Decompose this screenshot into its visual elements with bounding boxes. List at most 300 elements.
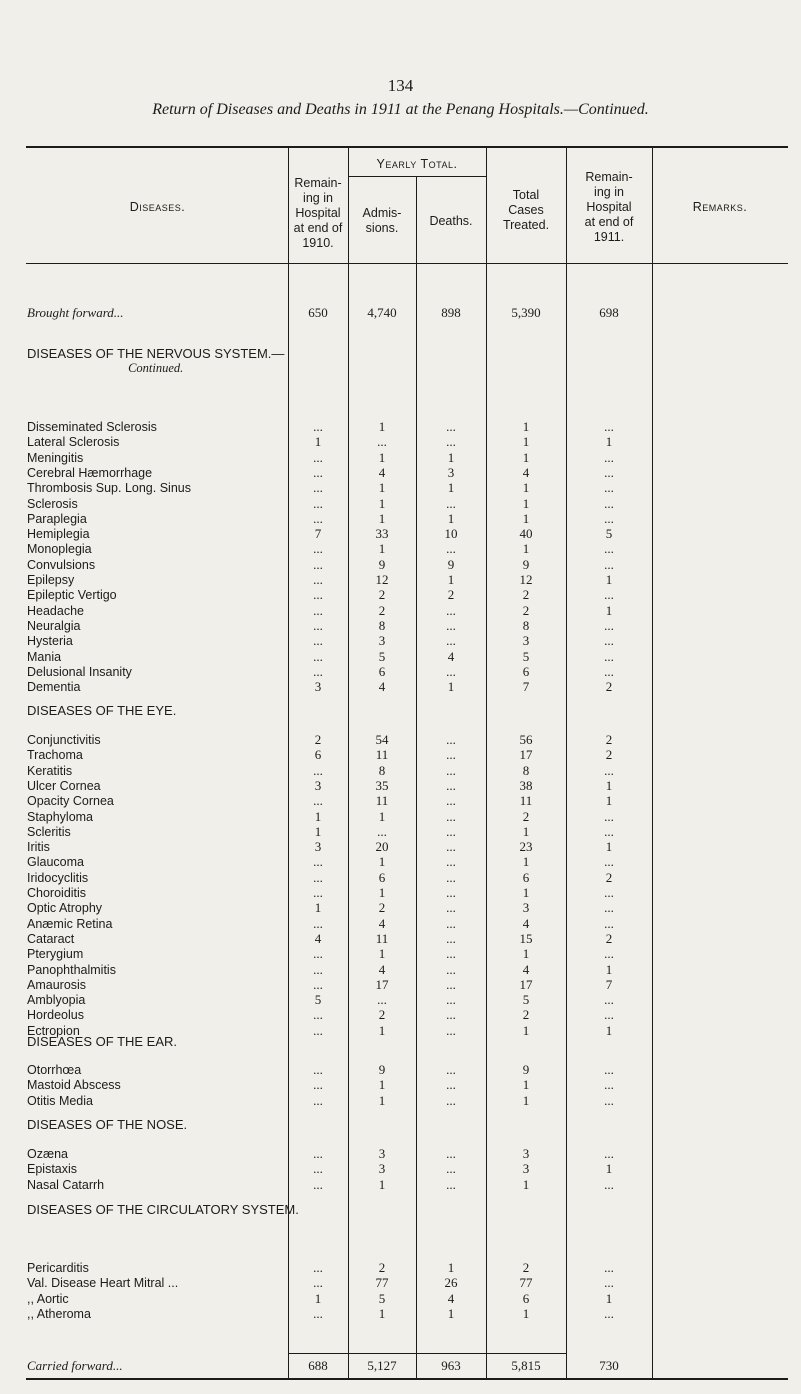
cell-value: ... xyxy=(604,824,614,839)
table-row xyxy=(0,588,801,602)
cell-value: ... xyxy=(446,931,456,946)
cell-value: ... xyxy=(446,1023,456,1038)
cell-value: ... xyxy=(446,793,456,808)
cell-value: 1 xyxy=(605,793,613,808)
table-row xyxy=(0,665,801,679)
cell-value: ... xyxy=(313,854,323,869)
table-row xyxy=(0,932,801,946)
cell-value: ... xyxy=(446,618,456,633)
cell-value: 1 xyxy=(378,885,386,900)
table-row xyxy=(0,527,801,541)
section-title: DISEASES OF THE EYE. xyxy=(27,703,177,718)
cell-value: ... xyxy=(377,824,387,839)
table-row xyxy=(0,306,801,320)
cell-value: 4 xyxy=(447,1291,455,1306)
cell-value: 1 xyxy=(314,900,322,915)
cell-value: 9 xyxy=(522,557,530,572)
cell-value: 6 xyxy=(522,870,530,885)
cell-value: ... xyxy=(604,450,614,465)
cell-value: 1 xyxy=(605,1161,613,1176)
table-row xyxy=(0,978,801,992)
cell-value: 1 xyxy=(605,1291,613,1306)
cell-value: 1 xyxy=(605,962,613,977)
table-row xyxy=(0,794,801,808)
cell-value: 2 xyxy=(314,732,322,747)
cell-value: 20 xyxy=(375,839,389,854)
table-row xyxy=(0,604,801,618)
disease-name: ,, Atheroma xyxy=(27,1307,91,1321)
cell-value: 17 xyxy=(519,977,533,992)
section-title: DISEASES OF THE NOSE. xyxy=(27,1117,188,1132)
cell-value: 3 xyxy=(522,633,530,648)
table-row xyxy=(0,1276,801,1290)
cell-value: 9 xyxy=(447,557,455,572)
disease-name: Sclerosis xyxy=(27,497,78,511)
cell-value: 54 xyxy=(375,732,389,747)
cell-value: ... xyxy=(446,1177,456,1192)
cell-value: 4 xyxy=(522,465,530,480)
disease-name: Epistaxis xyxy=(27,1162,78,1176)
cell-value: 1 xyxy=(378,496,386,511)
cell-value: 1 xyxy=(378,511,386,526)
cell-value: 4 xyxy=(378,916,386,931)
cell-value: 898 xyxy=(441,305,461,320)
cell-value: ... xyxy=(313,1093,323,1108)
cell-value: 3 xyxy=(378,1161,386,1176)
cell-value: ... xyxy=(446,962,456,977)
table-row xyxy=(0,466,801,480)
cell-value: 15 xyxy=(519,931,533,946)
cell-value: ... xyxy=(313,603,323,618)
cell-value: ... xyxy=(446,900,456,915)
disease-name: Amaurosis xyxy=(27,978,87,992)
table-row xyxy=(0,1261,801,1275)
cell-value: ... xyxy=(446,839,456,854)
disease-name: Optic Atrophy xyxy=(27,901,103,915)
disease-name: Ulcer Cornea xyxy=(27,779,101,793)
cell-value: ... xyxy=(446,1093,456,1108)
cell-value: 2 xyxy=(378,1007,386,1022)
cell-value: ... xyxy=(446,763,456,778)
cell-value: ... xyxy=(604,809,614,824)
cell-value: 5,390 xyxy=(511,305,541,320)
cell-value: 1 xyxy=(314,1291,322,1306)
section-title: DISEASES OF THE NERVOUS SYSTEM.— xyxy=(27,346,285,361)
cell-value: 2 xyxy=(378,1260,386,1275)
cell-value: 1 xyxy=(522,1023,530,1038)
cell-value: 40 xyxy=(519,526,533,541)
table-row xyxy=(0,619,801,633)
cell-value: 2 xyxy=(522,1260,530,1275)
cell-value: ... xyxy=(313,450,323,465)
table-row xyxy=(0,1359,801,1373)
cell-value: ... xyxy=(604,618,614,633)
cell-value: ... xyxy=(446,885,456,900)
cell-value: 26 xyxy=(444,1275,458,1290)
cell-value: ... xyxy=(313,587,323,602)
cell-value: 1 xyxy=(522,854,530,869)
cell-value: 2 xyxy=(378,603,386,618)
cell-value: 1 xyxy=(605,603,613,618)
disease-name: Iridocyclitis xyxy=(27,871,89,885)
cell-value: 4 xyxy=(522,916,530,931)
cell-value: 1 xyxy=(447,480,455,495)
table-row xyxy=(0,1178,801,1192)
disease-name: Cataract xyxy=(27,932,75,946)
disease-name: Glaucoma xyxy=(27,855,84,869)
table-row xyxy=(0,1307,801,1321)
cell-value: 6 xyxy=(314,747,322,762)
cell-value: ... xyxy=(604,465,614,480)
cell-value: 38 xyxy=(519,778,533,793)
disease-name: Dementia xyxy=(27,680,81,694)
cell-value: ... xyxy=(446,992,456,1007)
cell-value: 5 xyxy=(378,1291,386,1306)
cell-value: ... xyxy=(313,1260,323,1275)
cell-value: ... xyxy=(604,496,614,511)
header-total-cases: Total Cases Treated. xyxy=(502,188,550,232)
cell-value: ... xyxy=(446,1007,456,1022)
cell-value: ... xyxy=(313,480,323,495)
table-row xyxy=(0,650,801,664)
cell-value: ... xyxy=(313,1306,323,1321)
table-row xyxy=(0,481,801,495)
cell-value: ... xyxy=(313,1062,323,1077)
disease-name: Nasal Catarrh xyxy=(27,1178,105,1192)
cell-value: 1 xyxy=(605,778,613,793)
cell-value: 1 xyxy=(522,541,530,556)
cell-value: ... xyxy=(446,603,456,618)
cell-value: ... xyxy=(313,1177,323,1192)
section-subtitle: Continued. xyxy=(128,361,184,375)
cell-value: 3 xyxy=(314,679,322,694)
cell-value: 10 xyxy=(444,526,458,541)
disease-name: Iritis xyxy=(27,840,50,854)
cell-value: ... xyxy=(313,1275,323,1290)
cell-value: ... xyxy=(313,633,323,648)
col-divider-1 xyxy=(288,148,289,1378)
disease-name: Disseminated Sclerosis xyxy=(27,420,157,434)
yearly-sub-rule xyxy=(348,176,486,177)
cell-value: 12 xyxy=(519,572,533,587)
table-row xyxy=(0,947,801,961)
section-heading xyxy=(27,1202,299,1217)
disease-name: Meningitis xyxy=(27,451,84,465)
disease-name: Neuralgia xyxy=(27,619,81,633)
header-diseases: Diseases. xyxy=(129,200,186,214)
cell-value: ... xyxy=(604,992,614,1007)
disease-name: Thrombosis Sup. Long. Sinus xyxy=(27,481,191,495)
cell-value: ... xyxy=(446,732,456,747)
table-row xyxy=(0,451,801,465)
cell-value: ... xyxy=(604,946,614,961)
cell-value: ... xyxy=(313,1161,323,1176)
disease-name: Headache xyxy=(27,604,84,618)
section-title: DISEASES OF THE CIRCULATORY SYSTEM. xyxy=(27,1202,299,1217)
disease-name: Paraplegia xyxy=(27,512,87,526)
cell-value: 1 xyxy=(522,511,530,526)
cell-value: 17 xyxy=(375,977,389,992)
cell-value: ... xyxy=(313,977,323,992)
disease-name: Mania xyxy=(27,650,62,664)
table-row xyxy=(0,634,801,648)
cell-value: ... xyxy=(604,1007,614,1022)
col-divider-4 xyxy=(486,148,487,1378)
cell-value: ... xyxy=(313,870,323,885)
cell-value: 2 xyxy=(378,587,386,602)
cell-value: 5 xyxy=(522,992,530,1007)
cell-value: 1 xyxy=(378,419,386,434)
cell-value: 1 xyxy=(447,511,455,526)
cell-value: ... xyxy=(313,1007,323,1022)
disease-name: Monoplegia xyxy=(27,542,92,556)
table-row xyxy=(0,680,801,694)
cell-value: ... xyxy=(604,557,614,572)
disease-name: Pterygium xyxy=(27,947,84,961)
cell-value: 11 xyxy=(375,931,389,946)
cell-value: 963 xyxy=(441,1358,461,1373)
cell-value: ... xyxy=(446,854,456,869)
table-row xyxy=(0,733,801,747)
cell-value: ... xyxy=(604,649,614,664)
section-heading xyxy=(27,703,176,718)
cell-value: ... xyxy=(313,557,323,572)
cell-value: 1 xyxy=(447,450,455,465)
disease-name: Keratitis xyxy=(27,764,73,778)
disease-name: Hemiplegia xyxy=(27,527,90,541)
bottom-rule-main xyxy=(26,1378,788,1380)
top-rule xyxy=(26,146,788,148)
disease-name: Ectropion xyxy=(27,1024,80,1038)
cell-value: ... xyxy=(377,434,387,449)
disease-name: Lateral Sclerosis xyxy=(27,435,120,449)
cell-value: 1 xyxy=(605,1023,613,1038)
cell-value: 4 xyxy=(522,962,530,977)
table-row xyxy=(0,420,801,434)
disease-name: Trachoma xyxy=(27,748,83,762)
cell-value: 11 xyxy=(519,793,533,808)
cell-value: ... xyxy=(446,1146,456,1161)
cell-value: ... xyxy=(604,854,614,869)
cell-value: ... xyxy=(446,664,456,679)
cell-value: ... xyxy=(313,496,323,511)
col-divider-6 xyxy=(652,148,653,1378)
cell-value: ... xyxy=(446,977,456,992)
cell-value: 3 xyxy=(522,900,530,915)
table-row xyxy=(0,748,801,762)
cell-value: 6 xyxy=(522,1291,530,1306)
cell-value: 8 xyxy=(522,618,530,633)
cell-value: 2 xyxy=(605,747,613,762)
disease-name: Opacity Cornea xyxy=(27,794,114,808)
header-remarks: Remarks. xyxy=(692,200,748,214)
table-row xyxy=(0,558,801,572)
table-row xyxy=(0,512,801,526)
cell-value: 2 xyxy=(378,900,386,915)
cell-value: ... xyxy=(313,649,323,664)
cell-value: ... xyxy=(604,587,614,602)
header-deaths: Deaths. xyxy=(429,214,473,228)
table-row xyxy=(0,764,801,778)
cell-value: ... xyxy=(313,618,323,633)
cell-value: ... xyxy=(446,633,456,648)
disease-name: Pericarditis xyxy=(27,1261,89,1275)
disease-name: Conjunctivitis xyxy=(27,733,101,747)
cell-value: ... xyxy=(604,1146,614,1161)
table-row xyxy=(0,871,801,885)
table-row xyxy=(0,435,801,449)
cell-value: 1 xyxy=(605,434,613,449)
cell-value: 1 xyxy=(522,824,530,839)
table-row xyxy=(0,1094,801,1108)
cell-value: 8 xyxy=(522,763,530,778)
cell-value: ... xyxy=(604,541,614,556)
table-row xyxy=(0,901,801,915)
cell-value: ... xyxy=(313,419,323,434)
cell-value: 8 xyxy=(378,618,386,633)
section-heading xyxy=(27,1034,177,1049)
header-yearly-total: Yearly Total. xyxy=(376,157,458,171)
cell-value: 1 xyxy=(522,1306,530,1321)
table-row xyxy=(0,1147,801,1161)
table-row xyxy=(0,840,801,854)
cell-value: 6 xyxy=(378,664,386,679)
cell-value: ... xyxy=(313,1023,323,1038)
cell-value: ... xyxy=(604,1177,614,1192)
cell-value: ... xyxy=(446,916,456,931)
cell-value: ... xyxy=(446,946,456,961)
cell-value: 5,127 xyxy=(367,1358,397,1373)
disease-name: Hordeolus xyxy=(27,1008,84,1022)
disease-name: Hysteria xyxy=(27,634,73,648)
cell-value: 2 xyxy=(447,587,455,602)
cell-value: ... xyxy=(313,511,323,526)
cell-value: 1 xyxy=(378,541,386,556)
cell-value: ... xyxy=(313,465,323,480)
table-row xyxy=(0,1063,801,1077)
cell-value: 1 xyxy=(314,809,322,824)
table-row xyxy=(0,825,801,839)
disease-name: Convulsions xyxy=(27,558,96,572)
cell-value: 5,815 xyxy=(511,1358,541,1373)
cell-value: 77 xyxy=(375,1275,389,1290)
cell-value: 3 xyxy=(314,839,322,854)
cell-value: ... xyxy=(313,946,323,961)
cell-value: 2 xyxy=(522,603,530,618)
header-remaining-1911: Remain- ing in Hospital at end of 1911. xyxy=(584,170,634,244)
table-row xyxy=(0,886,801,900)
cell-value: 650 xyxy=(308,305,328,320)
cell-value: 1 xyxy=(378,1023,386,1038)
disease-name: Carried forward... xyxy=(27,1359,123,1373)
cell-value: 1 xyxy=(447,1260,455,1275)
cell-value: 1 xyxy=(378,809,386,824)
cell-value: 77 xyxy=(519,1275,533,1290)
cell-value: 1 xyxy=(522,946,530,961)
cell-value: 1 xyxy=(522,450,530,465)
disease-name: Scleritis xyxy=(27,825,71,839)
cell-value: ... xyxy=(446,778,456,793)
cell-value: 1 xyxy=(378,1093,386,1108)
disease-name: Ozæna xyxy=(27,1147,68,1161)
cell-value: ... xyxy=(446,496,456,511)
cell-value: ... xyxy=(604,1275,614,1290)
cell-value: 56 xyxy=(519,732,533,747)
cell-value: ... xyxy=(604,511,614,526)
cell-value: 1 xyxy=(605,839,613,854)
cell-value: 1 xyxy=(522,1077,530,1092)
cell-value: 3 xyxy=(447,465,455,480)
cell-value: 1 xyxy=(522,1093,530,1108)
cell-value: ... xyxy=(604,1093,614,1108)
cell-value: 5 xyxy=(605,526,613,541)
cell-value: ... xyxy=(313,572,323,587)
cell-value: 12 xyxy=(375,572,389,587)
cell-value: 6 xyxy=(378,870,386,885)
cell-value: 1 xyxy=(522,885,530,900)
cell-value: 3 xyxy=(378,633,386,648)
cell-value: 1 xyxy=(522,434,530,449)
cell-value: 33 xyxy=(375,526,389,541)
section-heading xyxy=(27,1117,187,1132)
cell-value: ... xyxy=(446,1161,456,1176)
cell-value: 1 xyxy=(378,1177,386,1192)
table-row xyxy=(0,573,801,587)
disease-name: Brought forward... xyxy=(27,306,124,320)
disease-name: Otitis Media xyxy=(27,1094,93,1108)
cell-value: ... xyxy=(604,1077,614,1092)
cell-value: ... xyxy=(446,1077,456,1092)
table-row xyxy=(0,963,801,977)
col-divider-2 xyxy=(348,148,349,1378)
section-title: DISEASES OF THE EAR. xyxy=(27,1034,178,1049)
cell-value: 3 xyxy=(522,1146,530,1161)
cell-value: ... xyxy=(377,992,387,1007)
cell-value: 1 xyxy=(378,1077,386,1092)
cell-value: 1 xyxy=(378,450,386,465)
cell-value: 1 xyxy=(447,572,455,587)
table-row xyxy=(0,1292,801,1306)
cell-value: 2 xyxy=(522,809,530,824)
disease-name: Anæmic Retina xyxy=(27,917,113,931)
disease-name: Epilepsy xyxy=(27,573,75,587)
cell-value: 4,740 xyxy=(367,305,397,320)
cell-value: 1 xyxy=(522,419,530,434)
cell-value: ... xyxy=(604,900,614,915)
cell-value: 688 xyxy=(308,1358,328,1373)
disease-name: Mastoid Abscess xyxy=(27,1078,121,1092)
cell-value: 1 xyxy=(378,946,386,961)
cell-value: 1 xyxy=(378,854,386,869)
cell-value: 23 xyxy=(519,839,533,854)
table-row xyxy=(0,542,801,556)
cell-value: 7 xyxy=(314,526,322,541)
disease-name: Staphyloma xyxy=(27,810,94,824)
cell-value: 7 xyxy=(605,977,613,992)
header-rule xyxy=(26,263,788,264)
cell-value: 3 xyxy=(378,1146,386,1161)
cell-value: 2 xyxy=(605,870,613,885)
cell-value: ... xyxy=(313,885,323,900)
col-divider-5 xyxy=(566,148,567,1378)
cell-value: 730 xyxy=(599,1358,619,1373)
cell-value: ... xyxy=(446,809,456,824)
cell-value: ... xyxy=(604,664,614,679)
cell-value: 17 xyxy=(519,747,533,762)
cell-value: 4 xyxy=(314,931,322,946)
disease-name: Delusional Insanity xyxy=(27,665,132,679)
cell-value: 6 xyxy=(522,664,530,679)
